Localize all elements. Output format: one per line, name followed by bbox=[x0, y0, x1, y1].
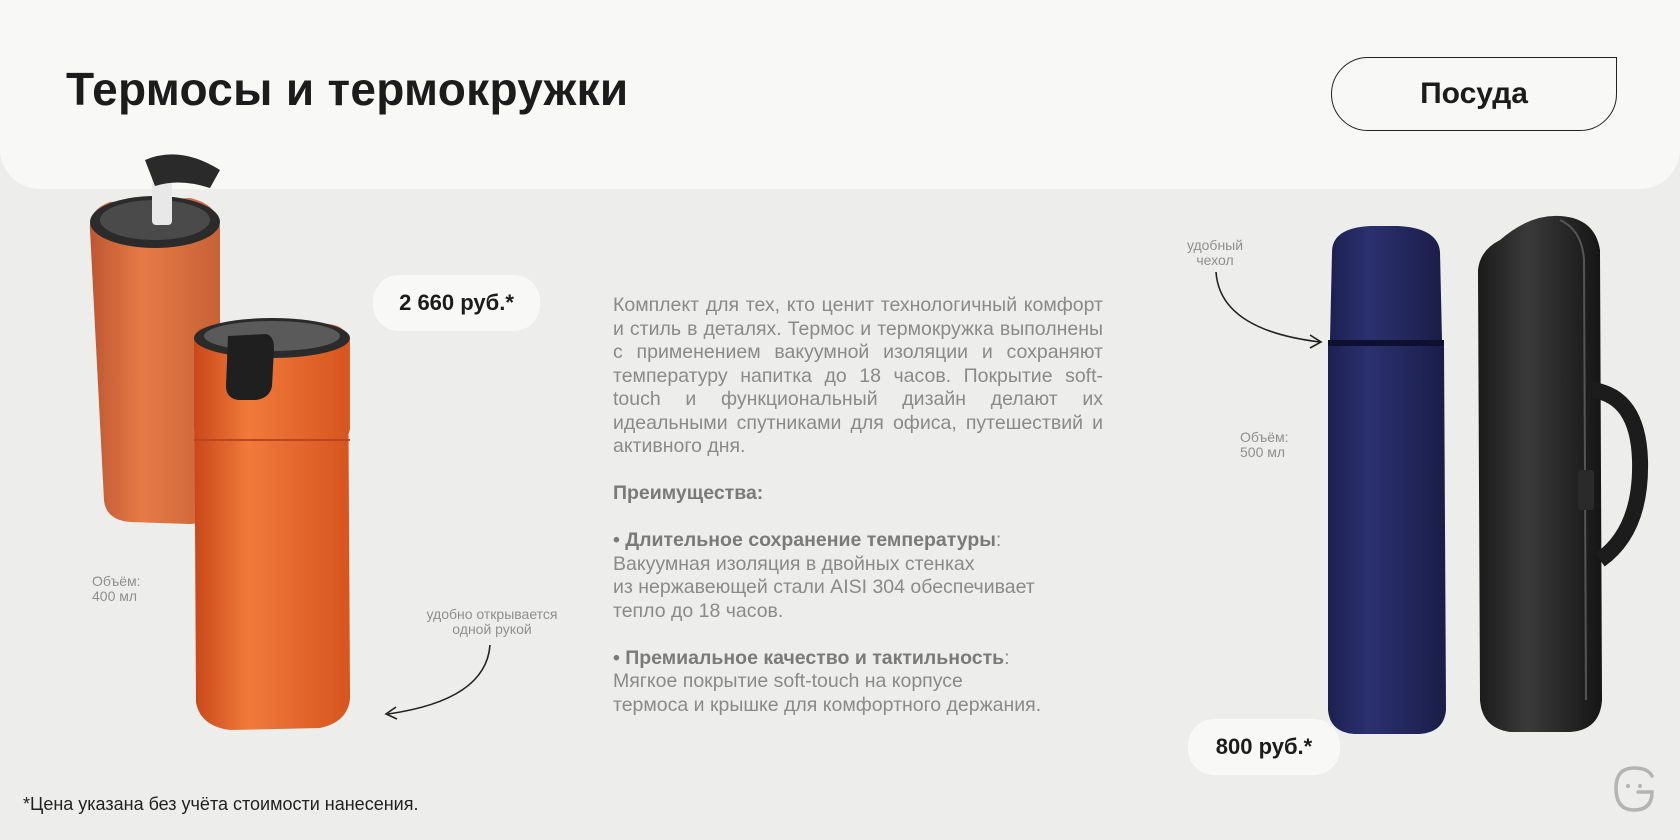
volume-note-tumbler: Объём: 400 мл bbox=[92, 573, 141, 604]
arrow-to-thermos-icon bbox=[1210, 268, 1330, 348]
advantage-line: тепло до 18 часов. bbox=[613, 599, 784, 622]
advantage-item: • Длительное сохранение температуры: bbox=[613, 529, 1002, 551]
volume-note-thermos: Объём: 500 мл bbox=[1240, 429, 1289, 460]
arrow-to-tumbler-icon bbox=[380, 640, 500, 720]
advantage-line: Вакуумная изоляция в двойных стенках bbox=[613, 552, 975, 575]
price-footnote: *Цена указана без учёта стоимости нанесения. bbox=[23, 794, 419, 814]
price-badge-tumbler: 2 660 руб.* bbox=[373, 275, 540, 331]
brand-logo-icon bbox=[1612, 764, 1656, 816]
category-button[interactable]: Посуда bbox=[1331, 57, 1617, 131]
advantage-line: из нержавеющей стали AISI 304 обеспечивает bbox=[613, 576, 1035, 598]
price-badge-thermos: 800 руб.* bbox=[1188, 719, 1340, 775]
page-title: Термосы и термокружки bbox=[66, 63, 629, 115]
advantage-item: • Премиальное качество и тактильность: bbox=[613, 646, 1010, 669]
feature-note-thermos: удобный чехол bbox=[1186, 237, 1244, 268]
feature-note-tumbler: удобно открывается одной рукой bbox=[426, 606, 558, 637]
advantage-line: термоса и крышке для комфортного держания. bbox=[613, 693, 1042, 716]
orange-tumblers-image bbox=[70, 150, 390, 740]
advantages-heading: Преимущества: bbox=[613, 482, 764, 504]
thermos-with-case-image bbox=[1320, 210, 1650, 750]
description-block bbox=[613, 294, 1103, 717]
advantage-line: Мягкое покрытие soft-touch на корпусе bbox=[613, 670, 963, 692]
description-intro: Комплект для тех, кто ценит технологичный комфорт и стиль в деталях. Термос и термокружка выполнены с применением вакуумной изоляции и сохраняют температуру напитка до 18 часов. Покрытие soft-touch и функциональный дизайн делают их идеальными спутниками для офиса, путешествий и активного дня. bbox=[613, 294, 1103, 457]
